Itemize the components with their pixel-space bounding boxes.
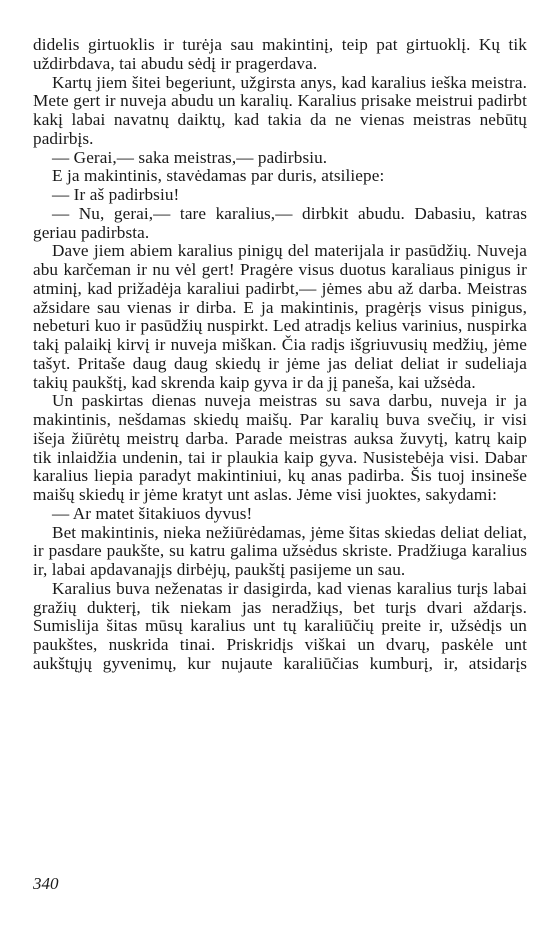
paragraph-5: — Ir aš padirbsiu! bbox=[52, 185, 180, 204]
page-number: 340 bbox=[33, 874, 59, 893]
paragraph-1: didelis girtuoklis ir turėja sau makintinį, teip pat girtuoklį. Kų tik uždirbdava, tai abudu sėdį ir pragerdava. bbox=[33, 35, 527, 73]
paragraph-3: — Gerai,— saka meistras,— padirbsiu. bbox=[52, 147, 328, 167]
book-page-text bbox=[33, 36, 527, 674]
paragraph-11: Karalius buva neženatas ir dasigirda, kad vienas karalius turįs labai gražių dukterį, tik niekam jas neradžiųs, bet turįs dvari aždarįs. Sumislija šitas mūsų karalius unt tų karaliūčių preite ir, užsėdįs un paukštes, nuskrida tinai. Priskridįs viškai un dvarų, paskėle unt aukštųjų gyvenimų, kur nujaute karaliūčias kumburį, ir, atsidarįs bbox=[33, 578, 527, 673]
paragraph-9: — Ar matet šitakiuos dyvus! bbox=[52, 503, 253, 523]
paragraph-4: E ja makintinis, stavėdamas par duris, atsiliepe: bbox=[52, 166, 385, 186]
paragraph-2: Kartų jiem šitei begeriunt, užgirsta anys, kad karalius ieška meistra. Mete gert ir nuveja abudu un karalių. Karalius prisake meistrui padirbt kakį labai navatnų daiktų, kad takia da ne vienas meistras nebūtų padirbįs. bbox=[33, 72, 527, 148]
paragraph-10: Bet makintinis, nieka nežiūrėdamas, jėme šitas skiedas deliat deliat, ir pasdare paukšte, su katru galima užsėdus skriste. Pradžiuga karalius ir, labai apdavanajįs dirbėjų, paukštį pasijeme un sau. bbox=[33, 522, 527, 579]
paragraph-6: — Nu, gerai,— tare karalius,— dirbkit abudu. Dabasiu, katras geriau padirbsta. bbox=[33, 203, 527, 242]
paragraph-8: Un paskirtas dienas nuveja meistras su sava darbu, nuveja ir ja makintinis, nešdamas skiedų maišų. Par karalių buva svečių, ir visi išeja žiūrėtų meistrų darba. Parade meistras auksa žuvytį, katrų kaip tik inlaidžia undenin, tai ir plaukia kaip gyva. Nusistebėja visi. Dabar karalius liepia paradyt makintiniui, kų anas padirba. Šis tuoj insineše maišų skiedų ir jėme kratyt unt aslas. Jėme visi juoktes, sakydami: bbox=[33, 391, 527, 504]
paragraph-7: Dave jiem abiem karalius pinigų del materijala ir pasūdžių. Nuveja abu karčeman ir nu vėl gert! Pragėre visus duotus karaliaus pinigus ir atminį, kad prižadėja karaliui padirbt,— jėmes abu až darba. Meistras ažsidare sau vienas ir dirba. E ja makintinis, pragėrįs visus pinigus, nebeturi kuo ir pasūdžių nuspirkt. Led atradįs kelius varinius, nuspirka takį palaikį kirvį ir nuveja miškan. Čia radįs išgriuvusių medžių, jėme tašyt. Pritaše daug daug skiedų ir jėme jas deliat deliat ir sudeliaja takių paukštį, kad skrenda kaip gyva ir da jį paneša, kai užsėda. bbox=[33, 241, 527, 392]
